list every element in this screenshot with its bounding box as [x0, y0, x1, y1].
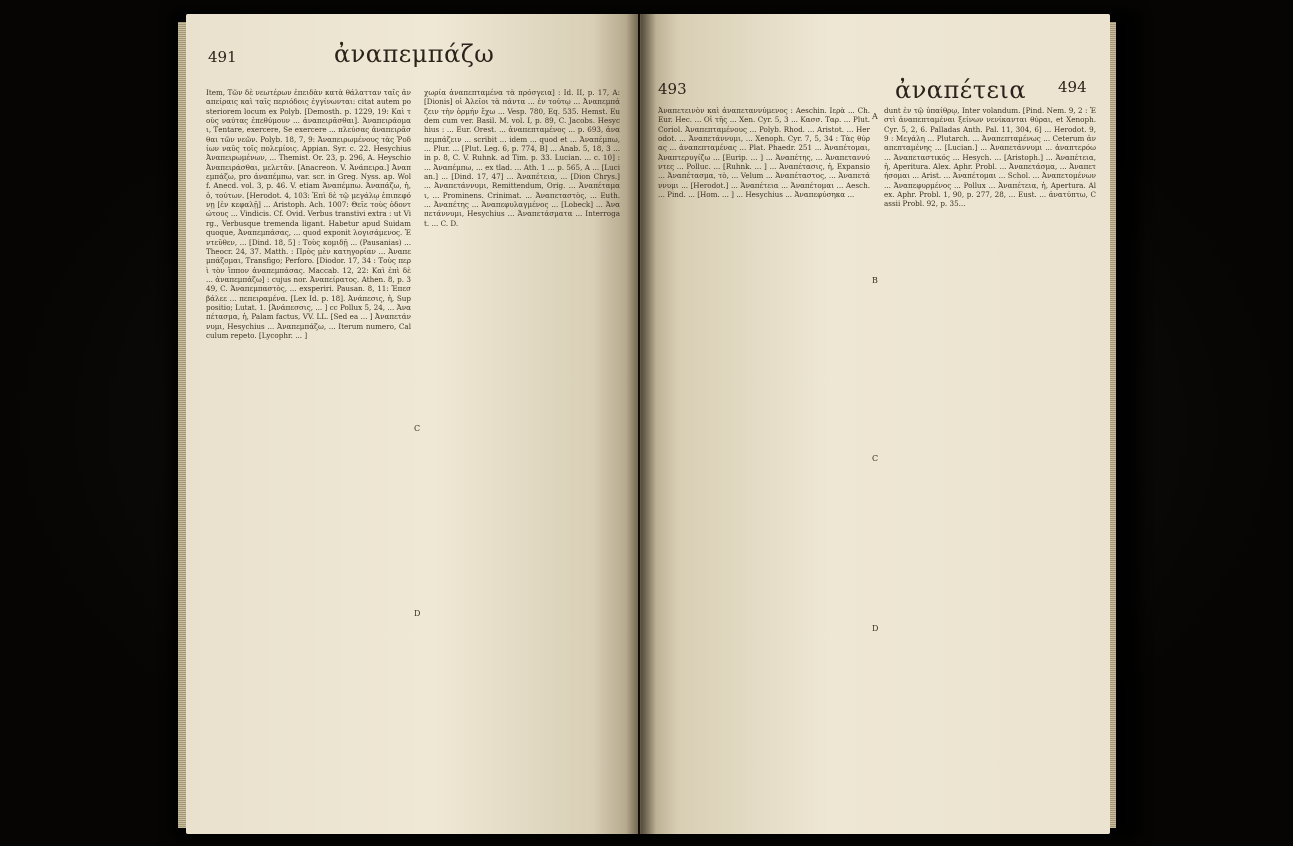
left-margin-letter-d: D	[414, 609, 421, 618]
right-page-column-b: dunt ἐν τῷ ὑπαίθρῳ, Inter volandum. [Pind. Nem. 9, 2 : Ἐστὶ ἀναπεπταμέναι ξείνων νενίκανται θύραι, et Xenoph. Cyr. 5, 2, 6. Palladas Anth. Pal. 11, 304, 6] ... Herodot. 9, 9 : Μεγάλη ... Plutarch. ... Ἀναπεπταμένως ... Ceterum ἀναπεπταμένης ... [Lucian.] ... Ἀναπετάννυμι ... ἀναπτερόω ... Ἀναπεταστικός ... Hesych. ... [Aristoph.] ... Ἀναπέτεια, ἡ, Aperitura. Alex. Aphr. Probl. ... Ἀναπετάσμα, ... Ἀναπετήσομαι ... Arist. ... Ἀναπέτομαι ... Schol. ... Ἀναπετομένων ... Ἀναπεφυρμένος ... Pollux ... Ἀναπέτεια, ἡ, Apertura. Alex. Aphr. Probl. 1, 90, p. 277, 28, ... Eust. ... ἀνατύπτω, Cassii Probl. 92, p. 35...	[884, 106, 1096, 209]
left-page	[186, 14, 638, 834]
right-margin-letter-a: A	[872, 112, 878, 121]
right-page-number: 494	[1058, 78, 1087, 96]
left-page-column-a: Item, Τῶν δὲ νεωτέρων ἐπειδὰν κατὰ θάλατταν ταῖς ἀναπείραις καὶ ταῖς περιόδοις ἐγγίνωνται: citat autem posteriorem locum ex Polyb. [Demosth. p. 1229, 19: Καὶ τοὺς ναύτας ἐπεθύμουν ... ἀναπειρᾶσθαι]. Ἀναπειράομαι, Τentare, exercere, Se exercere ... πλεύσας ἀναπειρᾶσθαι τῶν νεῶν. Polyb. 18, 7, 9: Ἀναπειρωμένους τὰς Ῥοδίων ναῦς τοῖς πολεμίοις. Appian. Syr. c. 22. Hesychius Ἀναπειρωμένων, ... Themist. Or. 23, p. 296, A. Heyschio Ἀναπειράσθαι, μελετᾶν. [Anacreon. V. Ἀνάπειρα.] Ἀναπεμπάζω, pro ἀναπέμπω, var. scr. in Greg. Nyss. ap. Wolf. Anecd. vol. 3, p. 46. V. etiam Ἀναπέμπω. Ἀναπάζω, ἡ, ὁ, τούτων. [Herodot. 4, 103: Ἐπὶ δὲ τῷ μεγάλῳ ἐπιπεφόνῃ [ἐν κεφαλῇ] ... Aristoph. Ach. 1007: Θεῖε τοὺς ὀδοντώτους ... Vindicis. Cf. Ovid. Verbus transtivi extra : ut Virg., Verbusque tremenda ligant. Habetur apud Suidam quoque, Ἀναπεμπάσας, ... quod exponit λογισάμενος. Ἐντεῦθεν, ... [Dind. 18, 5] : Τοὺς κομιδῇ ... (Pausanias) ... Theocr. 24, 37. Matth. : Πρὸς μὲν κατηγορίαν ... Ἀναπεμπάζομαι, Transfigo; Perforo. [Diodor. 17, 34 : Τοὺς περὶ τὸν ἵππον ἀναπεμπάσας. Maccab. 12, 22: Καὶ ἐπὶ δὲ ... ἀναπεμπάζω] : cujus nor. Ἀναπείρατος. Athen. 8, p. 349, C. Ἀναπεμπαστὸς, ... exsperiri. Pausan. 8, 11: Ἐπεσβάλεε ... πεπειραμένα. [Lex Id. p. 18]. Ἀνάπεσις, ἡ, Suppositio; Lutat. 1. [Ἀνάπεσσις, ... ] cc Pollux 5, 24, ... Ἀναπέτασμα, ἡ, Palam factus, VV. LL. [Sed ea ... ] Ἀναπετάννυμι, Hesychius ... Ἀναπεμπάζω, ... Iterum numero, Calculum repeto. [Lycophr. ... ]	[206, 88, 411, 340]
left-margin-letter-c: C	[414, 424, 421, 433]
right-page-column-a: Ἀναπετεινὸν καὶ ἀναπεταννύμενος : Aeschin. Ιερὰ ... Ch. Eur. Hec. ... Οἱ τῆς ... Xen. Cyr. 5, 3 ... Κασσ. Ταρ. ... Plut. Coriol. Ἀναπεπταμένους ... Polyb. Rhod. ... Aristot. ... Herodot. ... Ἀναπετάννυμι, ... Xenoph. Cyr. 7, 5, 34 : Τὰς θύρας ... ἀναπεπταμένας ... Plat. Phaedr. 251 ... Ἀναπέτομαι, Ἀναπτερυγίζω ... [Eurip. ... ] ... Ἀναπέτης, ... Ἀναπεταννύντες ... Polluc. ... [Ruhnk. ... ] ... Ἀναπέτασις, ἡ, Expansio ... Ἀναπέτασμα, τὸ, ... Velum ... Ἀναπέταστος, ... Ἀναπετάννυμι ... [Herodot.] ... Ἀναπέτεια ... Ἀναπέτομαι ... Aesch. ... Pind. ... [Hom. ... ] ... Hesychius ... Ἀναπεφύσηκα ...	[658, 106, 870, 200]
left-page-number: 491	[208, 48, 237, 66]
right-margin-letter-b: B	[872, 276, 878, 285]
right-page	[640, 14, 1110, 834]
right-page-left-number: 493	[658, 80, 687, 98]
right-margin-letter-d: D	[872, 624, 879, 633]
right-page-headword: ἀναπέτεια	[895, 76, 1027, 104]
left-page-headword: ἀναπεμπάζω	[334, 40, 495, 68]
right-margin-letter-c: C	[872, 454, 879, 463]
left-page-column-b: χωρία ἀναπεπταμένα τὰ πρόσγεια] : Id. II, p. 17, A: [Dionis] οἱ Ἀλεῖοι τὰ πάντα ... ἐν τούτῳ ... Ἀναπεμπάζειν τὴν ὁρμήν ἔχω ... Vesp. 780, Eq. 535. Hemst. Eudem cum ver. Basil. M. vol. I, p. 89, C. Jacobs. Hesychius : ... Eur. Orest. ... ἀναπεπταμένος ... p. 693, ἀναπεμπάζειν ... scribit ... idem ... quod et ... Ἀναπέμπω, ... Plur. ... [Plut. Leg. 6, p. 774, B] ... Anab. 5, 18, 3 ... in p. 8, C. V. Ruhnk. ad Tim. p. 33. Lucian. ... c. 10] : ... Ἀναπέμπω, ... ex tlad. ... Ath. 1 ... p. 565, A ... [Lucian.] ... [Dind. 17, 47] ... Ἀναπέτεια, ... [Dion Chrys.] ... Ἀναπετάννυμι, Remittendum, Orig. ... Ἀναπέταμαι, ... Prominens. Crinimat. ... Ἀναπεταστὸς, ... Euth. ... Ἀναπέτης ... Ἀναπεφυλαγμένος ... [Lobeck] ... Ἀναπετάννυμι, Hesychius ... Ἀναπετάσματα ... Interrogat. ... C. D.	[424, 88, 620, 228]
